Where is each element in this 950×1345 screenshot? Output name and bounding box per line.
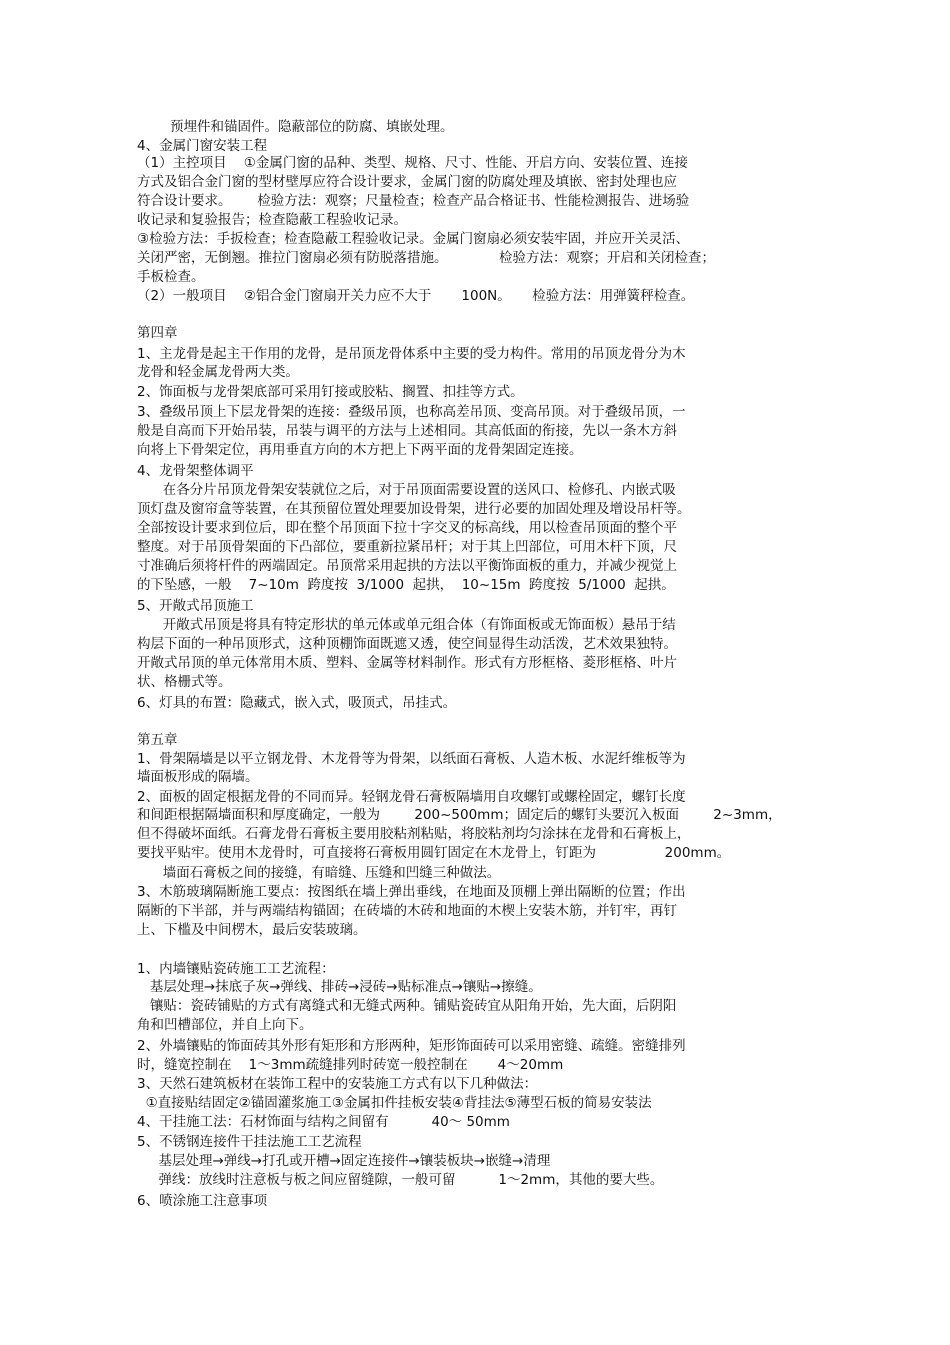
text-line: 墙面板形成的隔墙。 xyxy=(137,769,259,785)
text-line: 2、面板的固定根据龙骨的不同而异。轻钢龙骨石膏板隔墙用自攻螺钉或螺栓固定，螺钉长度 xyxy=(137,789,686,805)
text-line: 构层下面的一种吊顶形式，这种顶棚饰面既遮又透，使空间显得生动活泼，艺术效果独特。 xyxy=(137,636,677,652)
text-line: 4、金属门窗安装工程 xyxy=(137,138,268,154)
text-line: 4、龙骨架整体调平 xyxy=(137,463,254,479)
text-line: 6、喷涂施工注意事项 xyxy=(137,1193,268,1209)
text-line: 2、饰面板与龙骨架底部可采用钉接或胶粘、搁置、扣挂等方式。 xyxy=(137,384,524,400)
text-line: （2）一般项目 ②铝合金门窗扇开关力应不大于 100N。 检验方法：用弹簧秤检查。 xyxy=(137,288,695,304)
text-line: 符合设计要求。 检验方法：观察；尺量检查；检查产品合格证书、性能检测报告、进场验 xyxy=(137,193,690,209)
text-line: 向将上下骨架定位，再用垂直方向的木方把上下两平面的龙骨架固定连接。 xyxy=(137,442,583,458)
text-line: 1、主龙骨是起主干作用的龙骨，是吊顶龙骨体系中主要的受力构件。常用的吊顶龙骨分为木 xyxy=(137,346,686,362)
text-line: 般是自高而下开始吊装，吊装与调平的方法与上述相同。其高低面的衔接，先以一条木方斜 xyxy=(137,423,677,439)
text-line: 关闭严密，无倒翘。推拉门窗扇必须有防脱落措施。 检验方法：观察；开启和关闭检查； xyxy=(137,250,715,266)
text-line: 镶贴：瓷砖铺贴的方式有离缝式和无缝式两种。铺贴瓷砖宜从阳角开始，先大面，后阴阳 xyxy=(137,998,677,1014)
text-line: 在各分片吊顶龙骨架安装就位之后，对于吊顶面需要设置的送风口、检修孔、内嵌式吸 xyxy=(137,482,676,498)
text-line: 隔断的下半部，并与两端结构锚固；在砖墙的木砖和地面的木楔上安装木筋，并钉牢，再钉 xyxy=(137,903,677,919)
text-line: 方式及铝合金门窗的型材壁厚应符合设计要求，金属门窗的防腐处理及填嵌、密封处理也应 xyxy=(137,174,677,190)
text-line: 顶灯盘及窗帘盒等装置，在其预留位置处理要加设骨架，进行必要的加固处理及增设吊杆等。 xyxy=(137,501,691,517)
text-line: 的下坠感，一般 7~10m 跨度按 3/1000 起拱， 10~15m 跨度按 5/1000 起拱。 xyxy=(137,577,675,593)
text-line: 全部按设计要求到位后，即在整个吊顶面下拉十字交叉的标高线，用以检查吊顶面的整个平 xyxy=(137,520,677,536)
text-line: 2、外墙镶贴的饰面砖其外形有矩形和方形两种，矩形饰面砖可以采用密缝、疏缝。密缝排列 xyxy=(137,1038,686,1054)
text-line: 1、骨架隔墙是以平立钢龙骨、木龙骨等为骨架，以纸面石膏板、人造木板、水泥纤维板等为 xyxy=(137,751,686,767)
text-line: 但不得破坏面纸。石膏龙骨石膏板主要用胶粘剂粘贴，将胶粘剂均匀涂抹在龙骨和石膏板上， xyxy=(137,826,691,842)
text-line: 弹线：放线时注意板与板之间应留缝隙，一般可留 1～2mm，其他的要大些。 xyxy=(137,1172,664,1188)
text-line: 上、下槛及中间楞木，最后安装玻璃。 xyxy=(137,922,367,938)
text-line: 状、格栅式等。 xyxy=(137,674,232,690)
text-line: 手板检查。 xyxy=(137,269,205,285)
text-line: 整度。对于吊顶骨架面的下凸部位，要重新拉紧吊杆；对于其上凹部位，可用木杆下顶，尺 xyxy=(137,539,677,555)
text-line: 3、天然石建筑板材在装饰工程中的安装施工方式有以下几种做法： xyxy=(137,1076,538,1092)
text-line: 4、干挂施工法：石材饰面与结构之间留有 40～ 50mm xyxy=(137,1114,510,1130)
text-line: 3、叠级吊顶上下层龙骨架的连接：叠级吊顶，也称高差吊顶、变高吊顶。对于叠级吊顶，一 xyxy=(137,404,686,420)
text-line: 和间距根据隔墙面积和厚度确定，一般为 200~500mm；固定后的螺钉头要沉入板面 2~3mm， xyxy=(137,807,782,823)
text-line: 龙骨和轻金属龙骨两大类。 xyxy=(137,364,299,380)
text-line: 基层处理→弹线→打孔或开槽→固定连接件→镶装板块→嵌缝→清理 xyxy=(137,1153,551,1169)
text-line: 5、开敞式吊顶施工 xyxy=(137,598,254,614)
text-line: 第四章 xyxy=(137,325,178,341)
text-line: 1、内墙镶贴瓷砖施工工艺流程： xyxy=(137,961,335,977)
text-line: ③检验方法：手扳检查；检查隐蔽工程验收记录。金属门窗扇必须安装牢固，并应开关灵活、 xyxy=(137,231,690,247)
text-line: 角和凹槽部位，并自上向下。 xyxy=(137,1017,313,1033)
text-line: 墙面石膏板之间的接缝，有暗缝、压缝和凹缝三种做法。 xyxy=(137,865,501,881)
text-line: 6、灯具的布置：隐藏式，嵌入式，吸顶式，吊挂式。 xyxy=(137,695,457,711)
text-line: 收记录和复验报告；检查隐蔽工程验收记录。 xyxy=(137,212,407,228)
text-line: 要找平贴牢。使用木龙骨时，可直接将石膏板用圆钉固定在木龙骨上，钉距为 200mm。 xyxy=(137,845,731,861)
text-line: 预埋件和锚固件。隐蔽部位的防腐、填嵌处理。 xyxy=(170,119,454,135)
text-line: 第五章 xyxy=(137,732,178,748)
text-line: 开敞式吊顶是将具有特定形状的单元体或单元组合体（有饰面板或无饰面板）悬吊于结 xyxy=(137,617,676,633)
text-line: 5、不锈钢连接件干挂法施工工艺流程 xyxy=(137,1134,362,1150)
text-line: 3、木筋玻璃隔断施工要点：按图纸在墙上弹出垂线，在地面及顶棚上弹出隔断的位置；作出 xyxy=(137,884,686,900)
text-line: 时，缝宽控制在 1～3mm疏缝排列时砖宽一般控制在 4～20mm xyxy=(137,1057,564,1073)
text-line: （1）主控项目 ①金属门窗的品种、类型、规格、尺寸、性能、开启方向、安装位置、连接 xyxy=(137,155,688,171)
text-line: 寸准确后须将杆件的两端固定。吊顶常采用起拱的方法以平衡饰面板的重力，并减少视觉上 xyxy=(137,558,677,574)
text-line: 开敞式吊顶的单元体常用木质、塑料、金属等材料制作。形式有方形框格、菱形框格、叶片 xyxy=(137,655,677,671)
text-line: ①直接贴结固定②锚固灌浆施工③金属扣件挂板安装④背挂法⑤薄型石板的简易安装法 xyxy=(137,1095,652,1111)
text-line: 基层处理→抹底子灰→弹线、排砖→浸砖→贴标准点→镶贴→擦缝。 xyxy=(137,979,542,995)
